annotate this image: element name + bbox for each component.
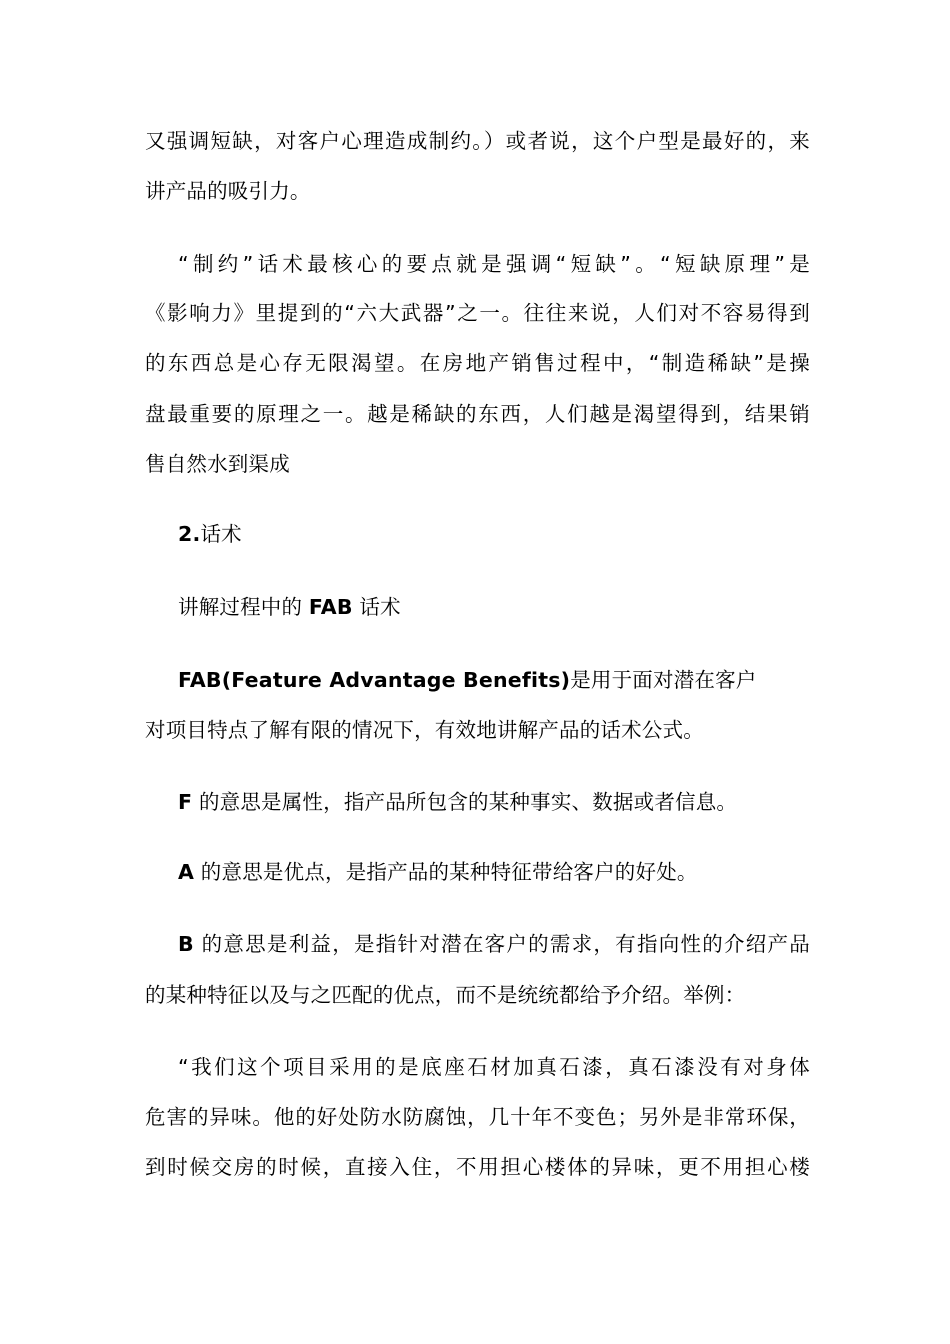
text-line xyxy=(178,929,810,959)
subheading-prefix: 讲解过程中的 xyxy=(178,595,303,619)
text-line: 《影响力》里提到的“六大武器”之一。往往来说，人们对不容易得到 xyxy=(145,301,810,325)
text-line: 售自然水到渠成 xyxy=(145,452,290,476)
term-f: F xyxy=(178,790,193,814)
text-line: 到时候交房的时候，直接入住，不用担心楼体的异味，更不用担心楼 xyxy=(145,1155,810,1179)
subheading-suffix: 话术 xyxy=(359,595,401,619)
text-line xyxy=(178,665,810,695)
heading-number: 2. xyxy=(178,522,201,546)
text-line xyxy=(178,787,810,817)
text-line xyxy=(178,857,810,887)
text-line: 对项目特点了解有限的情况下，有效地讲解产品的话术公式。 xyxy=(145,718,704,742)
text-line: “我们这个项目采用的是底座石材加真石漆，真石漆没有对身体 xyxy=(178,1055,810,1079)
text-span: 是用于面对潜在客户 xyxy=(570,668,757,692)
text-line: 的东西总是心存无限渴望。在房地产销售过程中，“制造稀缺”是操 xyxy=(145,351,810,375)
text-line: 又强调短缺，对客户心理造成制约。）或者说，这个户型是最好的，来 xyxy=(145,129,810,153)
fab-term: FAB(Feature Advantage Benefits) xyxy=(178,668,571,692)
text-line: 的某种特征以及与之匹配的优点，而不是统统都给予介绍。举例： xyxy=(145,983,746,1007)
text-line: 讲产品的吸引力。 xyxy=(145,179,311,203)
subheading-term: FAB xyxy=(308,595,353,619)
heading-text: 话术 xyxy=(200,522,242,546)
text-line: “制约”话术最核心的要点就是强调“短缺”。“短缺原理”是 xyxy=(178,252,810,276)
text-line: 危害的异味。他的好处防水防腐蚀，几十年不变色；另外是非常环保， xyxy=(145,1105,810,1129)
subheading xyxy=(178,592,810,622)
text-span: 的意思是属性，指产品所包含的某种事实、数据或者信息。 xyxy=(198,790,738,814)
section-heading xyxy=(178,519,810,549)
term-a: A xyxy=(178,860,195,884)
text-line: 盘最重要的原理之一。越是稀缺的东西，人们越是渴望得到，结果销 xyxy=(145,402,810,426)
text-span: 的意思是利益，是指针对潜在客户的需求，有指向性的介绍产品 xyxy=(201,932,811,956)
text-span: 的意思是优点，是指产品的某种特征带给客户的好处。 xyxy=(200,860,698,884)
term-b: B xyxy=(178,932,194,956)
